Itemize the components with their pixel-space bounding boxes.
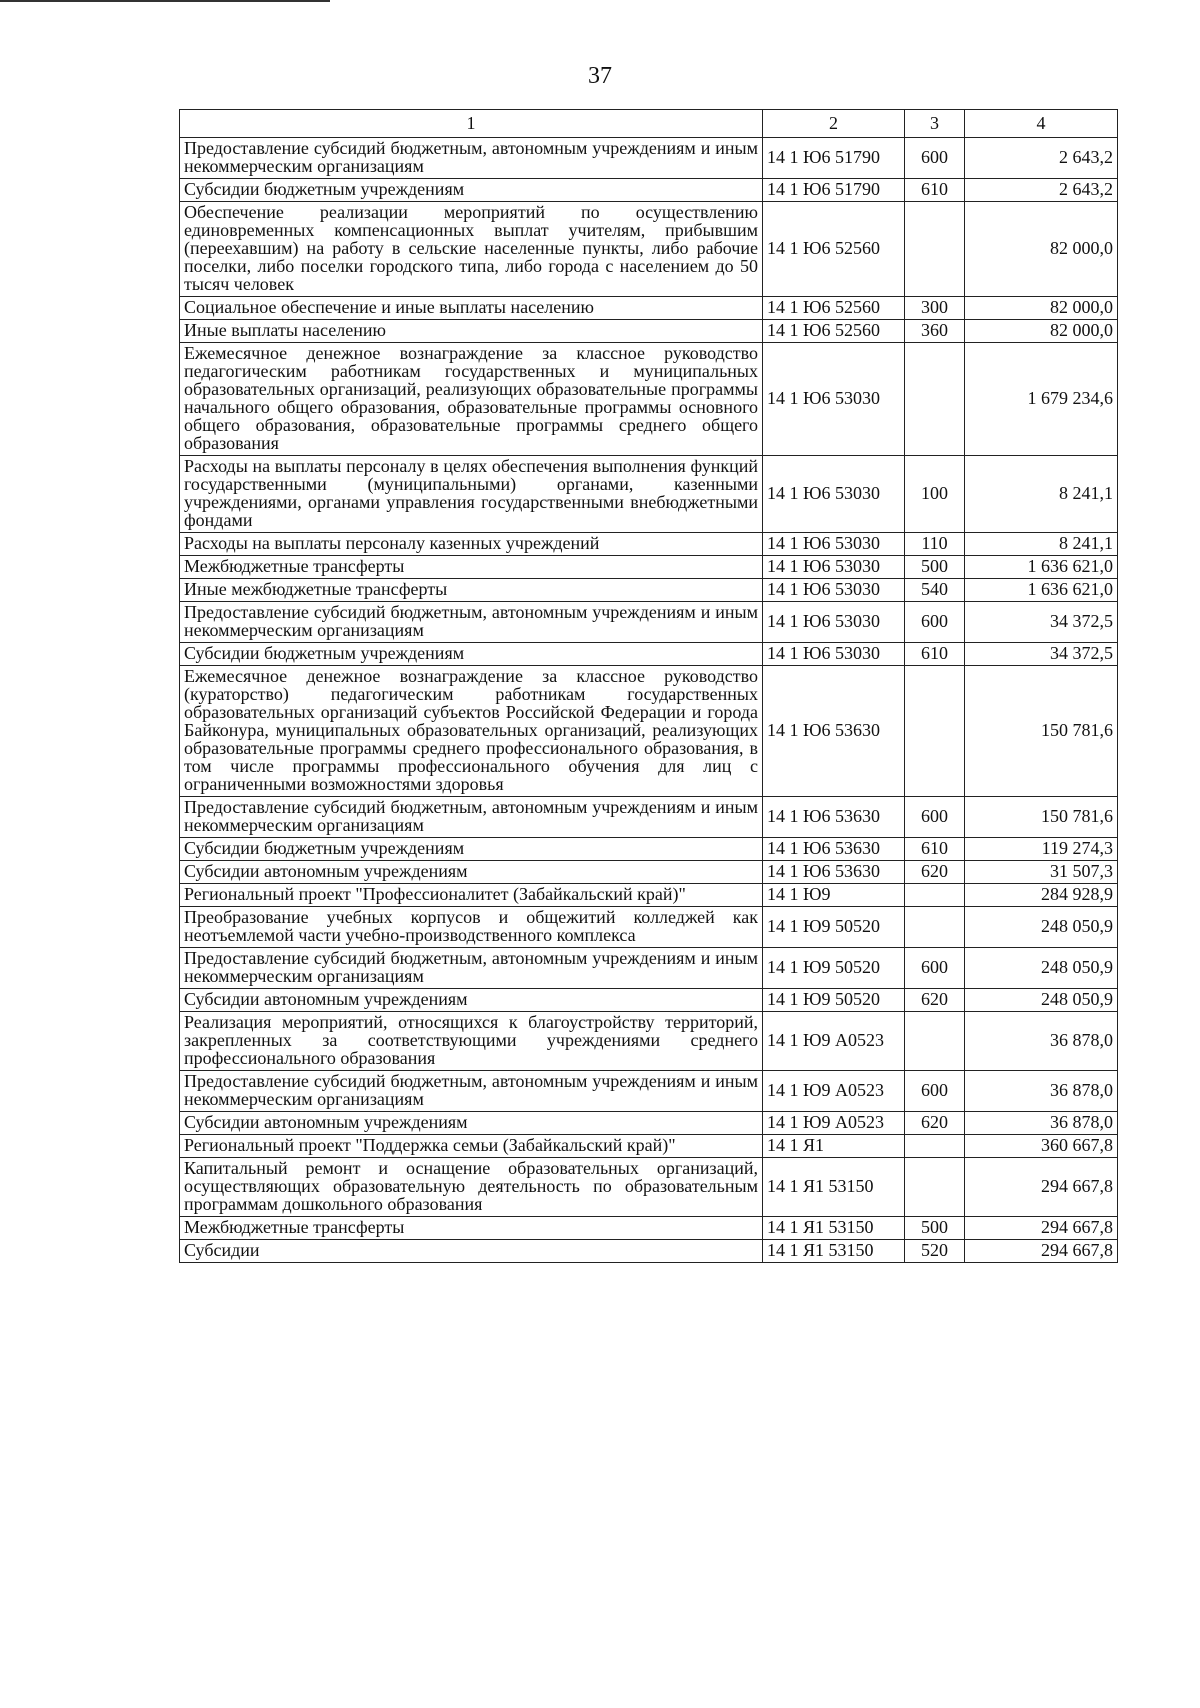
row-amount-cell: 82 000,0 bbox=[965, 202, 1118, 297]
row-type-cell: 620 bbox=[905, 989, 965, 1012]
row-amount-cell: 34 372,5 bbox=[965, 643, 1118, 666]
row-amount-cell: 2 643,2 bbox=[965, 179, 1118, 202]
row-code-cell: 14 1 Ю9 50520 bbox=[763, 989, 905, 1012]
row-type-cell: 500 bbox=[905, 1217, 965, 1240]
row-type-cell: 100 bbox=[905, 456, 965, 533]
row-type-cell bbox=[905, 666, 965, 797]
row-name-cell: Субсидии бюджетным учреждениям bbox=[180, 838, 763, 861]
row-amount-cell: 248 050,9 bbox=[965, 989, 1118, 1012]
row-code-cell: 14 1 Ю6 53630 bbox=[763, 838, 905, 861]
row-amount-cell: 294 667,8 bbox=[965, 1240, 1118, 1263]
header-row bbox=[180, 110, 1118, 138]
row-amount-cell: 8 241,1 bbox=[965, 456, 1118, 533]
row-name-cell: Расходы на выплаты персоналу казенных учреждений bbox=[180, 533, 763, 556]
row-name-cell: Предоставление субсидий бюджетным, автономным учреждениям и иным некоммерческим организациям bbox=[180, 948, 763, 989]
row-type-cell: 600 bbox=[905, 948, 965, 989]
row-type-cell: 110 bbox=[905, 533, 965, 556]
row-type-cell: 600 bbox=[905, 1071, 965, 1112]
row-name-cell: Обеспечение реализации мероприятий по осуществлению единовременных компенсационных выплат учителям, прибывшим (переехавшим) на работу в сельские населенные пункты, либо рабочие поселки, либо поселки городского типа, либо города с населением до 50 тысяч человек bbox=[180, 202, 763, 297]
row-code-cell: 14 1 Ю9 А0523 bbox=[763, 1012, 905, 1071]
row-amount-cell: 82 000,0 bbox=[965, 297, 1118, 320]
row-name-cell: Региональный проект "Профессионалитет (Забайкальский край)" bbox=[180, 884, 763, 907]
row-amount-cell: 294 667,8 bbox=[965, 1158, 1118, 1217]
table-row bbox=[180, 861, 1118, 884]
table-row bbox=[180, 533, 1118, 556]
row-type-cell bbox=[905, 202, 965, 297]
row-code-cell: 14 1 Ю6 52560 bbox=[763, 202, 905, 297]
row-code-cell: 14 1 Я1 53150 bbox=[763, 1240, 905, 1263]
row-code-cell: 14 1 Ю6 52560 bbox=[763, 320, 905, 343]
row-code-cell: 14 1 Ю6 53630 bbox=[763, 797, 905, 838]
row-code-cell: 14 1 Ю6 52560 bbox=[763, 297, 905, 320]
row-name-cell: Реализация мероприятий, относящихся к благоустройству территорий, закрепленных за соответствующими учреждениями среднего профессионального образования bbox=[180, 1012, 763, 1071]
row-amount-cell: 119 274,3 bbox=[965, 838, 1118, 861]
row-code-cell: 14 1 Ю9 А0523 bbox=[763, 1071, 905, 1112]
table-row bbox=[180, 320, 1118, 343]
row-name-cell: Предоставление субсидий бюджетным, автономным учреждениям и иным некоммерческим организациям bbox=[180, 138, 763, 179]
row-amount-cell: 31 507,3 bbox=[965, 861, 1118, 884]
table-row bbox=[180, 989, 1118, 1012]
row-type-cell: 600 bbox=[905, 138, 965, 179]
row-type-cell: 610 bbox=[905, 643, 965, 666]
row-type-cell: 600 bbox=[905, 602, 965, 643]
table-row bbox=[180, 797, 1118, 838]
row-amount-cell: 36 878,0 bbox=[965, 1112, 1118, 1135]
table-row bbox=[180, 948, 1118, 989]
row-amount-cell: 294 667,8 bbox=[965, 1217, 1118, 1240]
table-row bbox=[180, 1071, 1118, 1112]
row-amount-cell: 150 781,6 bbox=[965, 666, 1118, 797]
table-row bbox=[180, 884, 1118, 907]
row-type-cell: 600 bbox=[905, 797, 965, 838]
table-row bbox=[180, 556, 1118, 579]
row-amount-cell: 150 781,6 bbox=[965, 797, 1118, 838]
row-amount-cell: 284 928,9 bbox=[965, 884, 1118, 907]
row-amount-cell: 8 241,1 bbox=[965, 533, 1118, 556]
row-name-cell: Преобразование учебных корпусов и общежитий колледжей как неотъемлемой части учебно-производственного комплекса bbox=[180, 907, 763, 948]
row-amount-cell: 248 050,9 bbox=[965, 948, 1118, 989]
row-name-cell: Субсидии бюджетным учреждениям bbox=[180, 179, 763, 202]
row-type-cell: 520 bbox=[905, 1240, 965, 1263]
page-number: 37 bbox=[588, 63, 612, 89]
row-name-cell: Предоставление субсидий бюджетным, автономным учреждениям и иным некоммерческим организациям bbox=[180, 602, 763, 643]
row-amount-cell: 360 667,8 bbox=[965, 1135, 1118, 1158]
row-type-cell: 610 bbox=[905, 838, 965, 861]
row-code-cell: 14 1 Ю9 50520 bbox=[763, 907, 905, 948]
budget-table bbox=[179, 109, 1118, 1263]
row-amount-cell: 1 636 621,0 bbox=[965, 579, 1118, 602]
row-name-cell: Социальное обеспечение и иные выплаты населению bbox=[180, 297, 763, 320]
row-name-cell: Межбюджетные трансферты bbox=[180, 1217, 763, 1240]
row-code-cell: 14 1 Ю6 53030 bbox=[763, 343, 905, 456]
row-code-cell: 14 1 Я1 53150 bbox=[763, 1158, 905, 1217]
row-amount-cell: 1 679 234,6 bbox=[965, 343, 1118, 456]
row-amount-cell: 2 643,2 bbox=[965, 138, 1118, 179]
header-col-3: 3 bbox=[905, 110, 965, 138]
row-name-cell: Субсидии автономным учреждениям bbox=[180, 861, 763, 884]
row-type-cell bbox=[905, 884, 965, 907]
row-code-cell: 14 1 Ю6 53030 bbox=[763, 602, 905, 643]
row-type-cell bbox=[905, 1135, 965, 1158]
row-code-cell: 14 1 Я1 bbox=[763, 1135, 905, 1158]
row-code-cell: 14 1 Ю6 51790 bbox=[763, 179, 905, 202]
row-type-cell bbox=[905, 907, 965, 948]
row-amount-cell: 1 636 621,0 bbox=[965, 556, 1118, 579]
table-row bbox=[180, 1135, 1118, 1158]
row-type-cell: 300 bbox=[905, 297, 965, 320]
row-name-cell: Субсидии bbox=[180, 1240, 763, 1263]
row-type-cell: 620 bbox=[905, 1112, 965, 1135]
row-name-cell: Предоставление субсидий бюджетным, автономным учреждениям и иным некоммерческим организациям bbox=[180, 1071, 763, 1112]
table-row bbox=[180, 456, 1118, 533]
row-amount-cell: 82 000,0 bbox=[965, 320, 1118, 343]
row-code-cell: 14 1 Ю6 53030 bbox=[763, 456, 905, 533]
row-name-cell: Ежемесячное денежное вознаграждение за классное руководство педагогическим работникам государственных и муниципальных образовательных организаций, реализующих образовательные программы начального общего образования, образовательные программы основного общего образования, образовательные программы среднего общего образования bbox=[180, 343, 763, 456]
row-name-cell: Региональный проект "Поддержка семьи (Забайкальский край)" bbox=[180, 1135, 763, 1158]
row-name-cell: Субсидии бюджетным учреждениям bbox=[180, 643, 763, 666]
row-code-cell: 14 1 Ю9 bbox=[763, 884, 905, 907]
row-type-cell: 500 bbox=[905, 556, 965, 579]
table-row bbox=[180, 666, 1118, 797]
row-name-cell: Субсидии автономным учреждениям bbox=[180, 1112, 763, 1135]
row-code-cell: 14 1 Я1 53150 bbox=[763, 1217, 905, 1240]
table-row bbox=[180, 1217, 1118, 1240]
row-type-cell bbox=[905, 343, 965, 456]
table-row bbox=[180, 579, 1118, 602]
scan-edge-mark bbox=[0, 0, 330, 2]
row-code-cell: 14 1 Ю6 53030 bbox=[763, 643, 905, 666]
row-name-cell: Иные межбюджетные трансферты bbox=[180, 579, 763, 602]
table-row bbox=[180, 138, 1118, 179]
row-amount-cell: 34 372,5 bbox=[965, 602, 1118, 643]
row-name-cell: Иные выплаты населению bbox=[180, 320, 763, 343]
row-name-cell: Межбюджетные трансферты bbox=[180, 556, 763, 579]
table-row bbox=[180, 1240, 1118, 1263]
table-body bbox=[180, 138, 1118, 1263]
table-row bbox=[180, 179, 1118, 202]
header-col-2: 2 bbox=[763, 110, 905, 138]
header-col-1: 1 bbox=[180, 110, 763, 138]
table-row bbox=[180, 1158, 1118, 1217]
row-type-cell: 360 bbox=[905, 320, 965, 343]
row-code-cell: 14 1 Ю9 50520 bbox=[763, 948, 905, 989]
table-row bbox=[180, 643, 1118, 666]
row-code-cell: 14 1 Ю6 53630 bbox=[763, 861, 905, 884]
header-col-4: 4 bbox=[965, 110, 1118, 138]
row-amount-cell: 36 878,0 bbox=[965, 1012, 1118, 1071]
table-row bbox=[180, 838, 1118, 861]
row-name-cell: Предоставление субсидий бюджетным, автономным учреждениям и иным некоммерческим организациям bbox=[180, 797, 763, 838]
row-name-cell: Ежемесячное денежное вознаграждение за классное руководство (кураторство) педагогическим работникам государственных образовательных организаций субъектов Российской Федерации и города Байконура, муниципальных образовательных организаций, реализующих образовательные программы среднего профессионального образования, в том числе программы профессионального обучения для лиц с ограниченными возможностями здоровья bbox=[180, 666, 763, 797]
row-name-cell: Субсидии автономным учреждениям bbox=[180, 989, 763, 1012]
row-code-cell: 14 1 Ю6 53030 bbox=[763, 533, 905, 556]
row-code-cell: 14 1 Ю9 А0523 bbox=[763, 1112, 905, 1135]
row-code-cell: 14 1 Ю6 51790 bbox=[763, 138, 905, 179]
table-row bbox=[180, 1112, 1118, 1135]
table-row bbox=[180, 602, 1118, 643]
row-type-cell: 540 bbox=[905, 579, 965, 602]
table-row bbox=[180, 907, 1118, 948]
row-type-cell: 610 bbox=[905, 179, 965, 202]
table-row bbox=[180, 343, 1118, 456]
row-code-cell: 14 1 Ю6 53030 bbox=[763, 556, 905, 579]
row-code-cell: 14 1 Ю6 53630 bbox=[763, 666, 905, 797]
row-type-cell bbox=[905, 1158, 965, 1217]
table-row bbox=[180, 297, 1118, 320]
row-name-cell: Капитальный ремонт и оснащение образовательных организаций, осуществляющих образовательную деятельность по образовательным программам дошкольного образования bbox=[180, 1158, 763, 1217]
row-amount-cell: 248 050,9 bbox=[965, 907, 1118, 948]
row-code-cell: 14 1 Ю6 53030 bbox=[763, 579, 905, 602]
row-name-cell: Расходы на выплаты персоналу в целях обеспечения выполнения функций государственными (муниципальными) органами, казенными учреждениями, органами управления государственными внебюджетными фондами bbox=[180, 456, 763, 533]
row-type-cell: 620 bbox=[905, 861, 965, 884]
table-row bbox=[180, 202, 1118, 297]
row-amount-cell: 36 878,0 bbox=[965, 1071, 1118, 1112]
row-type-cell bbox=[905, 1012, 965, 1071]
table-row bbox=[180, 1012, 1118, 1071]
